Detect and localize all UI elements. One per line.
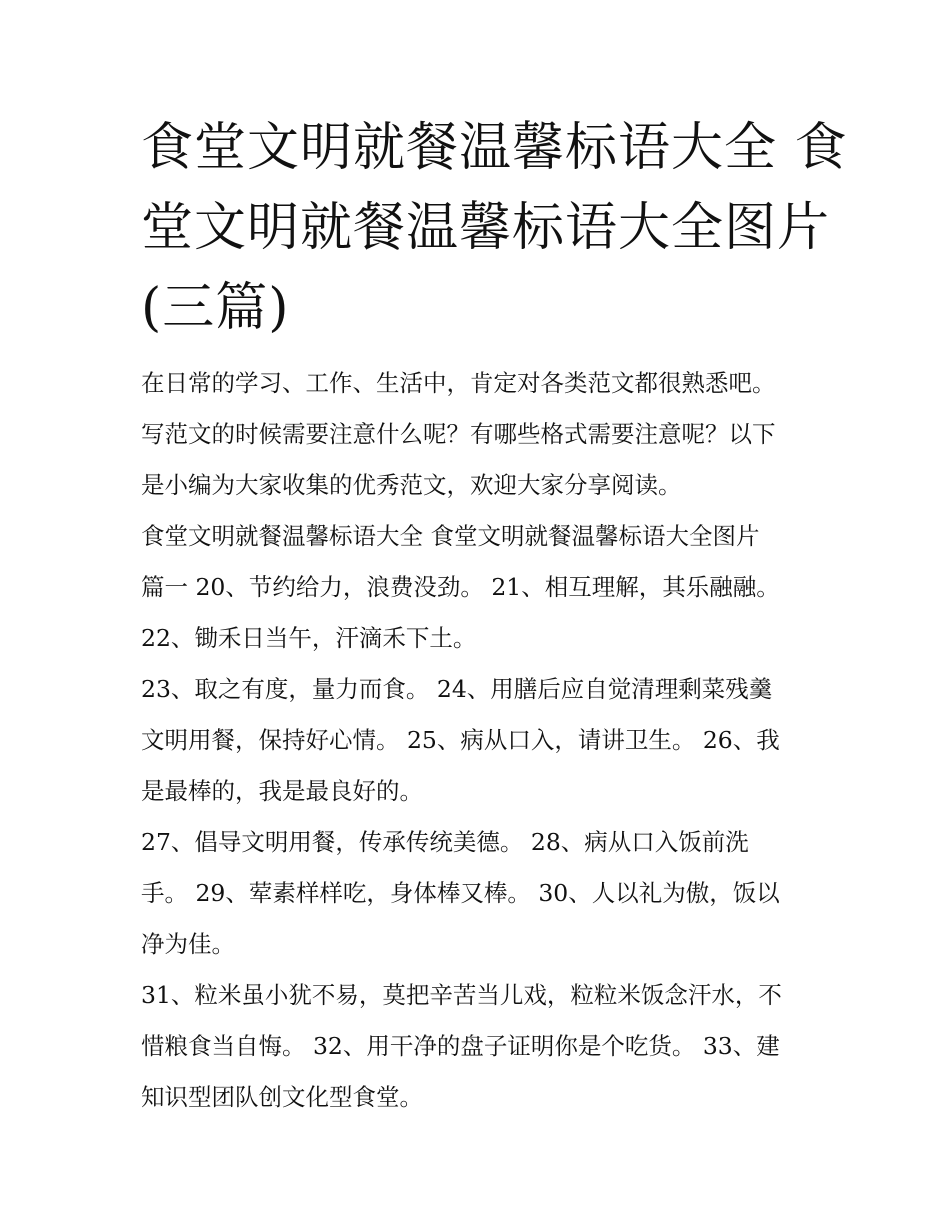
body-line: 手。 29、荤素样样吃，身体棒又棒。 30、人以礼为傲，饭以 [141,879,780,907]
document-page [141,108,848,1123]
body-line: 在日常的学习、工作、生活中，肯定对各类范文都很熟悉吧。 [141,369,776,397]
body-line: 27、倡导文明用餐，传承传统美德。 28、病从口入饭前洗 [141,828,749,856]
body-line: 23、取之有度，量力而食。 24、用膳后应自觉清理剩菜残羹 [141,675,773,703]
title-line: 食堂文明就餐温馨标语大全 食 [141,118,848,178]
body-line: 是小编为大家收集的优秀范文，欢迎大家分享阅读。 [141,471,682,499]
body-line: 食堂文明就餐温馨标语大全 食堂文明就餐温馨标语大全图片 [141,522,760,550]
body-line: 文明用餐，保持好心情。 25、病从口入，请讲卫生。 26、我 [141,726,780,754]
body-line: 是最棒的，我是最良好的。 [141,777,423,805]
body-line: 净为佳。 [141,930,235,958]
document-title [141,108,848,348]
body-line: 22、锄禾日当午，汗滴禾下土。 [141,624,477,652]
body-line: 知识型团队创文化型食堂。 [141,1083,423,1111]
document-body [141,358,821,1123]
body-line: 篇一 20、节约给力，浪费没劲。 21、相互理解，其乐融融。 [141,573,780,601]
title-line: (三篇) [141,278,290,338]
body-line: 写范文的时候需要注意什么呢？有哪些格式需要注意呢？以下 [141,420,776,448]
title-line: 堂文明就餐温馨标语大全图片 [141,198,831,258]
body-line: 惜粮食当自悔。 32、用干净的盘子证明你是个吃货。 33、建 [141,1032,780,1060]
body-line: 31、粒米虽小犹不易，莫把辛苦当儿戏，粒粒米饭念汗水，不 [141,981,782,1009]
